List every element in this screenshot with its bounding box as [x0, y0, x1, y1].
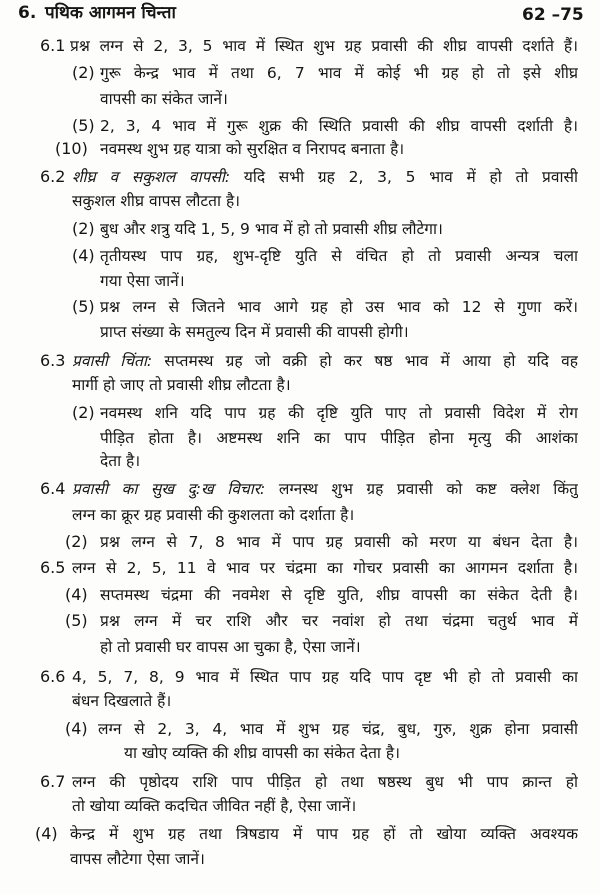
text-line	[100, 584, 578, 606]
text-line	[100, 245, 578, 267]
line-text: केन्द्र में शुभ ग्रह तथा त्रिषडाय में पाप ग्रह हों तो खोया व्यक्ति अवश्यक	[70, 825, 578, 843]
text-line	[100, 270, 185, 292]
line-text: लग्न से 2, 5, 11 वे भाव पर चंद्रमा का गोचर प्रवासी का आगमन दर्शाता है।	[72, 559, 578, 577]
line-text: प्रश्न लग्न से जितने भाव आगे ग्रह हो उस भाव को 12 से गुणा करें।	[100, 298, 578, 316]
section-heading: शीघ्र व सकुशल वापसी:	[72, 168, 231, 186]
text-line	[100, 531, 578, 553]
item-number: (2)	[65, 532, 88, 551]
line-text: सप्तमस्थ ग्रह जो वक्री हो कर षष्ठ भाव में आया हो यदि वह	[164, 352, 578, 370]
text-line	[72, 666, 578, 688]
text-line	[100, 402, 578, 424]
text-line	[72, 690, 171, 712]
line-text: सप्तमस्थ चंद्रमा की नवमेश से दृष्टि युति, शीघ्र वापसी का संकेत देती है।	[100, 586, 578, 604]
line-text: या खोए व्यक्ति की शीघ्र वापसी का संकेत देता है।	[124, 744, 400, 762]
chapter-number: 6.	[18, 3, 37, 23]
text-line	[100, 321, 409, 343]
line-text: वापसी का संकेत जानें।	[100, 90, 228, 108]
line-text: नवमस्थ शनि यदि पाप ग्रह की दृष्टि युति पाए तो प्रवासी विदेश में रोग	[100, 404, 578, 422]
text-line	[98, 718, 578, 740]
text-line	[72, 478, 578, 500]
line-text: 2, 3, 4 भाव में गुरू शुक्र की स्थिति प्रवासी की शीघ्र वापसी दर्शाती है।	[100, 117, 578, 135]
text-line	[100, 610, 578, 632]
text-line	[100, 636, 361, 658]
line-text: लग्न का क्रूर ग्रह प्रवासी की कुशलता को दर्शाता है।	[72, 506, 355, 524]
item-number: (2)	[72, 219, 95, 238]
line-text: यदि सभी ग्रह 2, 3, 5 भाव में हो तो प्रवासी	[243, 168, 578, 186]
text-line	[124, 742, 400, 764]
line-text: लग्न की पृष्ठोदय राशि पाप पीड़ित हो तथा षष्ठस्थ बुध भी पाप क्रान्त हो	[72, 773, 578, 791]
item-number: 6.4	[40, 479, 66, 498]
item-number: 6.3	[40, 351, 66, 370]
text-line	[100, 88, 228, 110]
line-text: प्रश्न लग्न से 2, 3, 5 भाव में स्थित शुभ ग्रह प्रवासी की शीघ्र वापसी दर्शाते हैं।	[70, 37, 578, 55]
item-number: (4)	[65, 585, 88, 604]
item-number: 6.7	[40, 772, 66, 791]
text-line	[100, 218, 443, 240]
line-text: बुध और शत्रु यदि 1, 5, 9 भाव में हो तो प्रवासी शीघ्र लौटेगा।	[100, 220, 443, 238]
page-range: 62 –75	[522, 5, 584, 25]
item-number: 6.6	[40, 667, 66, 686]
text-line	[72, 374, 291, 396]
line-text: गुरू केन्द्र भाव में तथा 6, 7 भाव में कोई भी ग्रह हो तो इसे शीघ्र	[100, 64, 578, 82]
item-number: (2)	[72, 403, 95, 422]
text-line	[72, 504, 354, 526]
text-line	[70, 848, 205, 870]
text-line	[100, 427, 578, 449]
item-number: (4)	[65, 719, 88, 738]
item-number: (10)	[55, 139, 88, 158]
line-text: बंधन दिखलाते हैं।	[72, 692, 172, 710]
text-line	[72, 350, 578, 372]
chapter-title: पथिक आगमन चिन्ता	[45, 3, 176, 23]
item-number: 6.2	[40, 167, 66, 186]
text-line	[72, 190, 240, 212]
item-number: 6.5	[40, 558, 66, 577]
text-line	[100, 115, 578, 137]
line-text: नवमस्थ शुभ ग्रह यात्रा को सुरक्षित व निरापद बनाता है।	[100, 140, 405, 158]
text-line	[72, 771, 578, 793]
line-text: वापस लौटेगा ऐसा जानें।	[70, 850, 205, 868]
text-line	[100, 450, 140, 472]
section-heading: प्रवासी चिंता:	[72, 352, 153, 370]
text-line	[70, 823, 578, 845]
text-line	[100, 138, 404, 160]
line-text: देता है।	[100, 452, 141, 470]
text-line	[72, 166, 578, 188]
section-heading: प्रवासी का सुख दु:ख विचार:	[72, 480, 266, 498]
line-text: प्राप्त संख्या के समतुल्य दिन में प्रवासी की वापसी होगी।	[100, 323, 409, 341]
item-number: (4)	[72, 246, 95, 265]
line-text: तृतीयस्थ पाप ग्रह, शुभ-दृष्टि युति से वंचित हो तो प्रवासी अन्यत्र चला	[100, 247, 578, 265]
item-number: (4)	[35, 824, 58, 843]
item-number: (5)	[72, 116, 95, 135]
line-text: तो खोया व्यक्ति कदचित जीवित नहीं है, ऐसा जानें।	[72, 797, 357, 815]
item-number: (5)	[72, 297, 95, 316]
line-text: सकुशल शीघ्र वापस लौटता है।	[72, 192, 241, 210]
item-number: (2)	[72, 63, 95, 82]
line-text: हो तो प्रवासी घर वापस आ चुका है, ऐसा जानें।	[100, 638, 361, 656]
text-line	[70, 35, 578, 57]
line-text: 4, 5, 7, 8, 9 भाव में स्थित पाप ग्रह यदि पाप दृष्ट भी हो तो प्रवासी का	[72, 668, 578, 686]
text-line	[100, 62, 578, 84]
line-text: लग्नस्थ शुभ ग्रह प्रवासी को कष्ट क्लेश किंतु	[278, 480, 578, 498]
item-number: 6.1	[40, 36, 66, 55]
line-text: प्रश्न लग्न में चर राशि और चर नवांश हो तथा चंद्रमा चतुर्थ भाव में	[100, 612, 578, 630]
text-line	[72, 557, 578, 579]
line-text: पीड़ित होता है। अष्टमस्थ शनि का पाप पीड़ित होना मृत्यु की आशंका	[100, 429, 578, 447]
text-line	[72, 795, 356, 817]
line-text: लग्न से 2, 3, 4, भाव में शुभ ग्रह चंद्र, बुध, गुरु, शुक्र होना प्रवासी	[98, 720, 578, 738]
item-number: (5)	[65, 611, 88, 630]
line-text: प्रश्न लग्न से 7, 8 भाव में पाप ग्रह प्रवासी को मरण या बंधन देता है।	[100, 533, 578, 551]
text-line	[100, 296, 578, 318]
line-text: गया ऐसा जानें।	[100, 272, 185, 290]
line-text: मार्गी हो जाए तो प्रवासी शीघ्र लौटता है।	[72, 376, 291, 394]
